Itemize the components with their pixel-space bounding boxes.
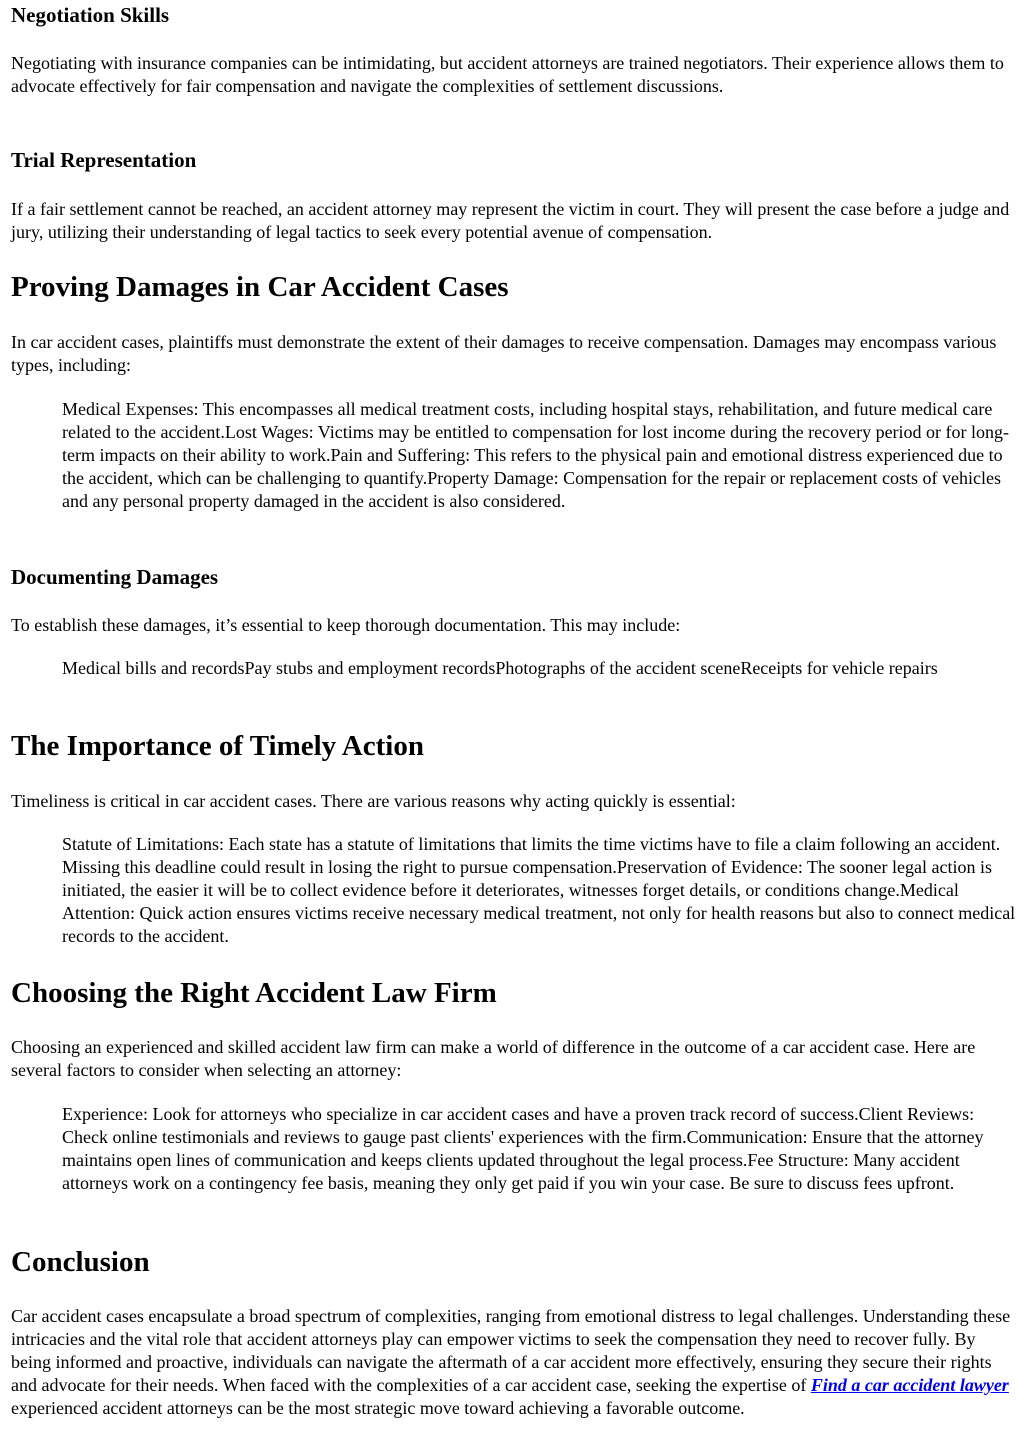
heading-timely-action: The Importance of Timely Action [11, 730, 424, 762]
list-timely-reasons: Statute of Limitations: Each state has a statute of limitations that limits the time victims have to file a claim following an accident. Missing this deadline could result in losing the right to pursue compensation.Preservation of Evidence: The sooner legal action is initiated, the easier it will be to collect evidence before it deteriorates, witnesses forget details, or conditions change.Medical Attention: Quick action ensures victims receive necessary medical treatment, not only for health reasons but also to connect medical records to the accident. [62, 834, 1016, 946]
heading-trial-representation: Trial Representation [11, 148, 197, 172]
list-damage-types: Medical Expenses: This encompasses all medical treatment costs, including hospital stays, rehabilitation, and future medical care related to the accident.Lost Wages: Victims may be entitled to compensation for lost income during the recovery period or for long-term impacts on their ability to work.Pain and Suffering: This refers to the physical pain and emotional distress experienced due to the accident, which can be challenging to quantify.Property Damage: Compensation for the repair or replacement costs of vehicles and any personal property damaged in the accident is also considered. [62, 399, 1010, 511]
paragraph-trial: If a fair settlement cannot be reached, an accident attorney may represent the victim in court. They will present the case before a judge and jury, utilizing their understanding of legal tactics to seek every potential avenue of compensation. [11, 199, 1010, 242]
paragraph-documenting-intro: To establish these damages, it’s essential to keep thorough documentation. This may include: [11, 615, 681, 635]
paragraph-negotiation: Negotiating with insurance companies can be intimidating, but accident attorneys are trained negotiators. Their experience allows them to advocate effectively for fair compensation and navigate the complexities of settlement discussions. [11, 53, 1004, 96]
paragraph-conclusion [11, 1305, 1016, 1420]
paragraph-proving-intro: In car accident cases, plaintiffs must demonstrate the extent of their damages to receive compensation. Damages may encompass various types, including: [11, 332, 997, 375]
paragraph-timely-intro: Timeliness is critical in car accident cases. There are various reasons why acting quickly is essential: [11, 791, 736, 811]
heading-proving-damages: Proving Damages in Car Accident Cases [11, 271, 509, 303]
conclusion-text-before-link: Car accident cases encapsulate a broad spectrum of complexities, ranging from emotional distress to legal challenges. Understanding these intricacies and the vital role that accident attorneys play can empower victims to seek the compensation they need to recover fully. By being informed and proactive, individuals can navigate the aftermath of a car accident more effectively, ensuring they secure their rights and advocate for their needs. When faced with the complexities of a car accident case, seeking the expertise of [11, 1306, 1011, 1395]
heading-conclusion: Conclusion [11, 1246, 150, 1278]
list-documentation: Medical bills and recordsPay stubs and employment recordsPhotographs of the accident sceneReceipts for vehicle repairs [62, 658, 938, 678]
heading-choosing-law-firm: Choosing the Right Accident Law Firm [11, 977, 497, 1009]
list-choosing-factors: Experience: Look for attorneys who specialize in car accident cases and have a proven track record of success.Client Reviews: Check online testimonials and reviews to gauge past clients' experiences with the firm.Communication: Ensure that the attorney maintains open lines of communication and keeps clients updated throughout the legal process.Fee Structure: Many accident attorneys work on a contingency fee basis, meaning they only get paid if you win your case. Be sure to discuss fees upfront. [62, 1104, 984, 1193]
heading-negotiation-skills: Negotiation Skills [11, 3, 170, 27]
conclusion-text-after-link: experienced accident attorneys can be the most strategic move toward achieving a favorable outcome. [11, 1398, 745, 1418]
find-lawyer-link[interactable]: Find a car accident lawyer [810, 1375, 1009, 1395]
paragraph-choosing-intro: Choosing an experienced and skilled accident law firm can make a world of difference in the outcome of a car accident case. Here are several factors to consider when selecting an attorney: [11, 1037, 976, 1080]
heading-documenting-damages: Documenting Damages [11, 565, 219, 589]
